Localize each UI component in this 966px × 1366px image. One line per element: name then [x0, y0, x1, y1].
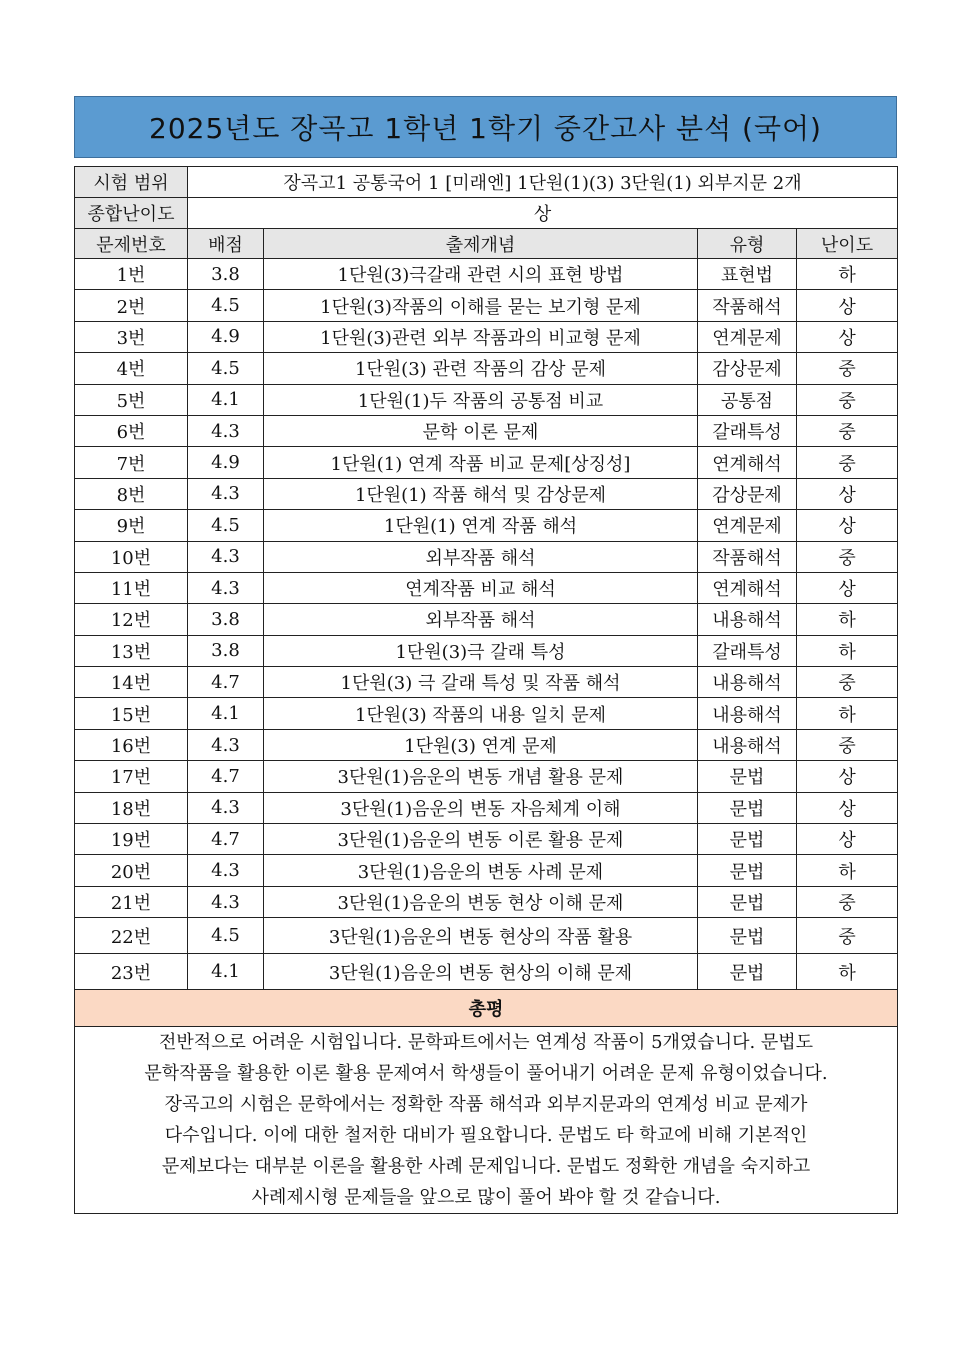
- cell-concept: 3단원(1)음운의 변동 자음체계 이해: [264, 792, 698, 823]
- cell-level: 중: [797, 886, 898, 917]
- cell-concept: 1단원(3) 관련 작품의 감상 문제: [264, 353, 698, 384]
- cell-level: 중: [797, 384, 898, 415]
- table-row: [75, 290, 898, 321]
- cell-type: 문법: [698, 954, 797, 990]
- cell-level: 상: [797, 824, 898, 855]
- cell-type: 갈래특성: [698, 635, 797, 666]
- cell-level: 상: [797, 761, 898, 792]
- cell-no: 7번: [75, 447, 188, 478]
- header-no: 문제번호: [75, 229, 188, 259]
- table-row: [75, 572, 898, 603]
- summary-header-row: [75, 990, 898, 1027]
- cell-level: 하: [797, 954, 898, 990]
- cell-level: 하: [797, 604, 898, 635]
- cell-concept: 3단원(1)음운의 변동 현상의 이해 문제: [264, 954, 698, 990]
- cell-level: 하: [797, 855, 898, 886]
- cell-score: 4.3: [188, 792, 264, 823]
- cell-level: 상: [797, 510, 898, 541]
- cell-level: 중: [797, 353, 898, 384]
- table-row: [75, 353, 898, 384]
- overall-row: [75, 198, 898, 229]
- cell-concept: 1단원(3)극 갈래 특성: [264, 635, 698, 666]
- cell-concept: 3단원(1)음운의 변동 이론 활용 문제: [264, 824, 698, 855]
- cell-concept: 1단원(3)극갈래 관련 시의 표현 방법: [264, 259, 698, 290]
- cell-no: 13번: [75, 635, 188, 666]
- cell-no: 8번: [75, 478, 188, 509]
- cell-no: 20번: [75, 855, 188, 886]
- cell-type: 공통점: [698, 384, 797, 415]
- cell-type: 문법: [698, 761, 797, 792]
- cell-type: 내용해석: [698, 604, 797, 635]
- header-row: [75, 229, 898, 259]
- table-row: [75, 321, 898, 352]
- header-score: 배점: [188, 229, 264, 259]
- cell-type: 문법: [698, 886, 797, 917]
- summary-line: 문학작품을 활용한 이론 활용 문제여서 학생들이 풀어내기 어려운 문제 유형이었습니다.: [144, 1063, 828, 1085]
- scope-label: 시험 범위: [75, 167, 188, 198]
- cell-level: 상: [797, 572, 898, 603]
- cell-type: 내용해석: [698, 667, 797, 698]
- cell-type: 내용해석: [698, 698, 797, 729]
- cell-no: 16번: [75, 729, 188, 760]
- cell-no: 17번: [75, 761, 188, 792]
- table-row: [75, 886, 898, 917]
- cell-score: 4.5: [188, 510, 264, 541]
- table-row: [75, 954, 898, 990]
- cell-score: 4.5: [188, 918, 264, 954]
- cell-score: 4.9: [188, 321, 264, 352]
- cell-score: 4.1: [188, 698, 264, 729]
- cell-type: 감상문제: [698, 478, 797, 509]
- table-row: [75, 824, 898, 855]
- cell-no: 18번: [75, 792, 188, 823]
- summary-line: 사례제시형 문제들을 앞으로 많이 풀어 봐야 할 것 같습니다.: [251, 1187, 721, 1209]
- cell-score: 4.3: [188, 855, 264, 886]
- cell-concept: 1단원(1) 연계 작품 해석: [264, 510, 698, 541]
- cell-type: 갈래특성: [698, 415, 797, 446]
- cell-score: 3.8: [188, 604, 264, 635]
- summary-label: 총평: [75, 990, 898, 1027]
- cell-type: 문법: [698, 792, 797, 823]
- cell-level: 중: [797, 729, 898, 760]
- analysis-table: [74, 166, 898, 1214]
- cell-type: 문법: [698, 824, 797, 855]
- cell-score: 4.7: [188, 824, 264, 855]
- cell-score: 4.3: [188, 541, 264, 572]
- cell-type: 내용해석: [698, 729, 797, 760]
- cell-level: 중: [797, 415, 898, 446]
- table-row: [75, 667, 898, 698]
- cell-concept: 3단원(1)음운의 변동 현상 이해 문제: [264, 886, 698, 917]
- cell-score: 3.8: [188, 259, 264, 290]
- table-row: [75, 384, 898, 415]
- cell-score: 4.9: [188, 447, 264, 478]
- cell-level: 중: [797, 447, 898, 478]
- cell-score: 4.7: [188, 667, 264, 698]
- cell-score: 4.5: [188, 353, 264, 384]
- cell-concept: 3단원(1)음운의 변동 개념 활용 문제: [264, 761, 698, 792]
- cell-no: 4번: [75, 353, 188, 384]
- cell-no: 21번: [75, 886, 188, 917]
- cell-score: 4.3: [188, 415, 264, 446]
- cell-level: 하: [797, 635, 898, 666]
- table-row: [75, 761, 898, 792]
- cell-score: 4.5: [188, 290, 264, 321]
- summary-line: 장곡고의 시험은 문학에서는 정확한 작품 해석과 외부지문과의 연계성 비교 문제가: [164, 1094, 808, 1116]
- cell-concept: 문학 이론 문제: [264, 415, 698, 446]
- cell-no: 1번: [75, 259, 188, 290]
- cell-type: 표현법: [698, 259, 797, 290]
- cell-score: 4.3: [188, 729, 264, 760]
- cell-concept: 외부작품 해석: [264, 541, 698, 572]
- cell-level: 하: [797, 259, 898, 290]
- cell-level: 상: [797, 478, 898, 509]
- scope-row: [75, 167, 898, 198]
- cell-concept: 1단원(1) 연계 작품 비교 문제[상징성]: [264, 447, 698, 478]
- cell-concept: 1단원(3) 연계 문제: [264, 729, 698, 760]
- cell-concept: 외부작품 해석: [264, 604, 698, 635]
- cell-type: 연계해석: [698, 572, 797, 603]
- cell-score: 4.7: [188, 761, 264, 792]
- header-level: 난이도: [797, 229, 898, 259]
- cell-score: 4.1: [188, 954, 264, 990]
- table-row: [75, 698, 898, 729]
- cell-score: 3.8: [188, 635, 264, 666]
- cell-type: 연계해석: [698, 447, 797, 478]
- table-row: [75, 855, 898, 886]
- cell-no: 23번: [75, 954, 188, 990]
- cell-concept: 1단원(3) 작품의 내용 일치 문제: [264, 698, 698, 729]
- table-row: [75, 604, 898, 635]
- cell-type: 문법: [698, 855, 797, 886]
- cell-concept: 1단원(3)작품의 이해를 묻는 보기형 문제: [264, 290, 698, 321]
- table-row: [75, 541, 898, 572]
- cell-type: 문법: [698, 918, 797, 954]
- cell-concept: 1단원(1) 작품 해석 및 감상문제: [264, 478, 698, 509]
- cell-level: 하: [797, 698, 898, 729]
- cell-no: 10번: [75, 541, 188, 572]
- summary-line: 전반적으로 어려운 시험입니다. 문학파트에서는 연계성 작품이 5개였습니다. 문법도: [158, 1032, 814, 1054]
- cell-concept: 3단원(1)음운의 변동 사례 문제: [264, 855, 698, 886]
- cell-type: 작품해석: [698, 541, 797, 572]
- cell-score: 4.3: [188, 572, 264, 603]
- cell-no: 9번: [75, 510, 188, 541]
- cell-no: 22번: [75, 918, 188, 954]
- header-concept: 출제개념: [264, 229, 698, 259]
- table-row: [75, 635, 898, 666]
- cell-score: 4.3: [188, 886, 264, 917]
- cell-concept: 1단원(3)관련 외부 작품과의 비교형 문제: [264, 321, 698, 352]
- overall-value: 상: [188, 198, 898, 229]
- cell-no: 12번: [75, 604, 188, 635]
- cell-no: 14번: [75, 667, 188, 698]
- summary-line: 다수입니다. 이에 대한 철저한 대비가 필요합니다. 문법도 타 학교에 비해 기본적인: [164, 1125, 808, 1147]
- table-row: [75, 447, 898, 478]
- table-row: [75, 478, 898, 509]
- cell-type: 작품해석: [698, 290, 797, 321]
- cell-score: 4.1: [188, 384, 264, 415]
- cell-no: 3번: [75, 321, 188, 352]
- cell-no: 11번: [75, 572, 188, 603]
- cell-level: 중: [797, 541, 898, 572]
- cell-level: 중: [797, 667, 898, 698]
- cell-level: 중: [797, 918, 898, 954]
- cell-type: 감상문제: [698, 353, 797, 384]
- summary-row: [75, 1027, 898, 1214]
- cell-concept: 3단원(1)음운의 변동 현상의 작품 활용: [264, 918, 698, 954]
- cell-type: 연계문제: [698, 321, 797, 352]
- summary-text: [75, 1027, 898, 1214]
- scope-value: 장곡고1 공통국어 1 [미래엔] 1단원(1)(3) 3단원(1) 외부지문 2개: [188, 167, 898, 198]
- cell-no: 15번: [75, 698, 188, 729]
- header-type: 유형: [698, 229, 797, 259]
- cell-no: 6번: [75, 415, 188, 446]
- table-row: [75, 510, 898, 541]
- table-row: [75, 918, 898, 954]
- cell-concept: 1단원(1)두 작품의 공통점 비교: [264, 384, 698, 415]
- cell-concept: 연계작품 비교 해석: [264, 572, 698, 603]
- title-banner: [74, 96, 897, 158]
- table-row: [75, 415, 898, 446]
- cell-type: 연계문제: [698, 510, 797, 541]
- overall-label: 종합난이도: [75, 198, 188, 229]
- cell-concept: 1단원(3) 극 갈래 특성 및 작품 해석: [264, 667, 698, 698]
- table-row: [75, 792, 898, 823]
- cell-no: 5번: [75, 384, 188, 415]
- page-title: 2025년도 장곡고 1학년 1학기 중간고사 분석 (국어): [149, 112, 822, 145]
- cell-level: 상: [797, 321, 898, 352]
- cell-score: 4.3: [188, 478, 264, 509]
- table-row: [75, 259, 898, 290]
- cell-level: 상: [797, 792, 898, 823]
- cell-no: 2번: [75, 290, 188, 321]
- table-row: [75, 729, 898, 760]
- cell-no: 19번: [75, 824, 188, 855]
- cell-level: 상: [797, 290, 898, 321]
- summary-line: 문제보다는 대부분 이론을 활용한 사례 문제입니다. 문법도 정확한 개념을 숙지하고: [161, 1156, 811, 1178]
